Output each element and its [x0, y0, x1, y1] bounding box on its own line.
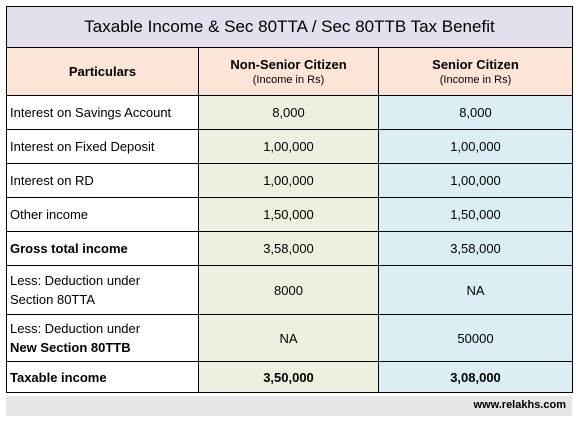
footer-website: www.relakhs.com	[473, 399, 566, 411]
row-non-senior-value: 8000	[199, 266, 379, 315]
table-row	[7, 96, 573, 130]
footer-bar	[6, 396, 572, 416]
header-particulars-label: Particulars	[68, 64, 137, 79]
row-label	[7, 266, 199, 315]
row-senior-value: 1,00,000	[379, 164, 573, 198]
deduction-80tta-row	[7, 266, 573, 315]
row-label: Interest on Fixed Deposit	[7, 130, 199, 164]
deduction-80ttb-row	[7, 315, 573, 362]
row-non-senior-value: 3,58,000	[199, 232, 379, 266]
title-row	[7, 7, 573, 48]
row-non-senior-value: 1,00,000	[199, 130, 379, 164]
row-non-senior-value: 1,00,000	[199, 164, 379, 198]
table-row	[7, 130, 573, 164]
row-senior-value: 50000	[379, 315, 573, 362]
tax-benefit-table	[6, 6, 573, 393]
tax-table-container	[6, 6, 572, 393]
row-label: Interest on RD	[7, 164, 199, 198]
row-label-line2: Section 80TTA	[10, 292, 96, 307]
header-non-senior	[199, 48, 379, 96]
row-senior-value: 3,08,000	[379, 362, 573, 393]
row-non-senior-value: NA	[199, 315, 379, 362]
row-non-senior-value: 3,50,000	[199, 362, 379, 393]
row-senior-value: 8,000	[379, 96, 573, 130]
table-row	[7, 198, 573, 232]
header-senior-sub: (Income in Rs)	[439, 74, 512, 86]
row-label: Interest on Savings Account	[7, 96, 199, 130]
table-row	[7, 164, 573, 198]
row-label: Taxable income	[7, 362, 199, 393]
header-row	[7, 48, 573, 96]
row-label-line1: Less: Deduction under	[10, 273, 141, 288]
row-senior-value: 1,50,000	[379, 198, 573, 232]
header-particulars	[7, 48, 199, 96]
table-title: Taxable Income & Sec 80TTA / Sec 80TTB Tax Benefit	[7, 7, 573, 48]
row-senior-value: NA	[379, 266, 573, 315]
header-senior	[379, 48, 573, 96]
row-non-senior-value: 8,000	[199, 96, 379, 130]
row-label-line1: Less: Deduction under	[10, 321, 141, 336]
row-senior-value: 1,00,000	[379, 130, 573, 164]
row-label: Other income	[7, 198, 199, 232]
row-label-line2: New Section 80TTB	[10, 340, 131, 355]
row-non-senior-value: 1,50,000	[199, 198, 379, 232]
row-senior-value: 3,58,000	[379, 232, 573, 266]
row-label	[7, 315, 199, 362]
header-non-senior-sub: (Income in Rs)	[252, 74, 325, 86]
header-non-senior-label: Non-Senior Citizen	[230, 57, 347, 72]
header-senior-label: Senior Citizen	[432, 57, 519, 72]
taxable-income-row	[7, 362, 573, 393]
gross-total-row	[7, 232, 573, 266]
row-label: Gross total income	[7, 232, 199, 266]
